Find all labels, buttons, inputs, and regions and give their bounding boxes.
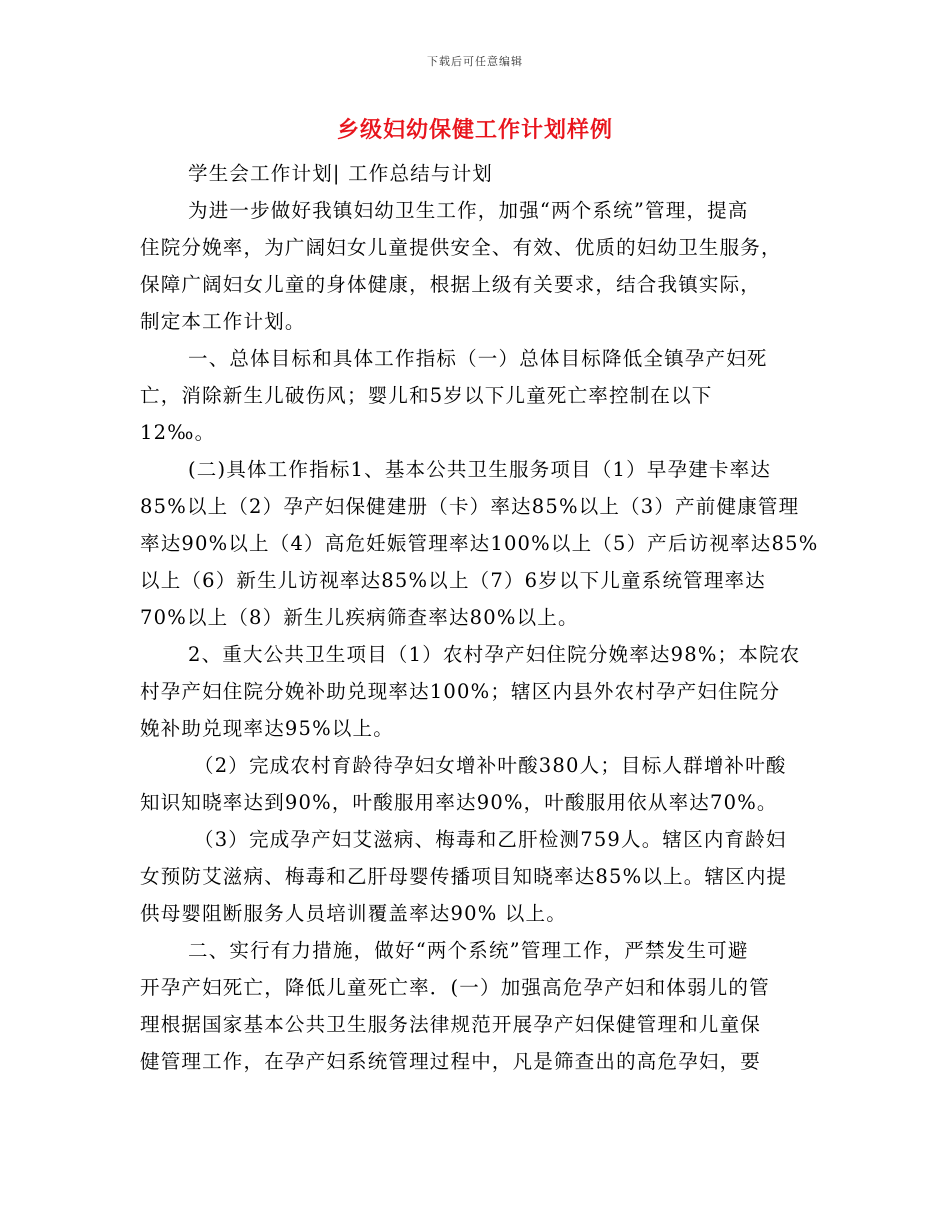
text-line: 制定本工作计划。	[140, 310, 306, 333]
text-line: 85%以上（2）孕产妇保健建册（卡）率达85%以上（3）产前健康管理	[140, 495, 800, 518]
text-line: 村孕产妇住院分娩补助兑现率达100%；辖区内县外农村孕产妇住院分	[140, 680, 781, 703]
text-line: 一、总体目标和具体工作指标（一）总体目标降低全镇孕产妇死	[188, 347, 768, 370]
text-line: 为进一步做好我镇妇幼卫生工作，加强“两个系统”管理，提高	[188, 199, 749, 222]
text-line: （2）完成农村育龄待孕妇女增补叶酸380人；目标人群增补叶酸	[194, 754, 787, 777]
text-line: 率达90%以上（4）高危妊娠管理率达100%以上（5）产后访视率达85%	[140, 532, 819, 555]
text-line: 保障广阔妇女儿童的身体健康，根据上级有关要求，结合我镇实际，	[140, 273, 762, 296]
document-title: 乡级妇幼保健工作计划样例	[336, 117, 613, 143]
header-note: 下载后可任意编辑	[427, 55, 523, 68]
text-line: 12‰。	[140, 421, 216, 444]
text-line: （3）完成孕产妇艾滋病、梅毒和乙肝检测759人。辖区内育龄妇	[194, 828, 787, 851]
text-line: 2、重大公共卫生项目（1）农村孕产妇住院分娩率达98%；本院农	[188, 643, 801, 666]
text-line: 二、实行有力措施，做好“两个系统”管理工作，严禁发生可避	[188, 939, 749, 962]
text-line: 女预防艾滋病、梅毒和乙肝母婴传播项目知晓率达85%以上。辖区内提	[140, 865, 788, 888]
text-line: 学生会工作计划| 工作总结与计划	[188, 162, 493, 185]
text-line: 健管理工作，在孕产妇系统管理过程中，凡是筛查出的高危孕妇，要	[140, 1050, 762, 1073]
text-line: 供母婴阻断服务人员培训覆盖率达90% 以上。	[140, 902, 567, 925]
text-line: 知识知晓率达到90%，叶酸服用率达90%，叶酸服用依从率达70%。	[140, 791, 778, 814]
text-line: 娩补助兑现率达95%以上。	[140, 717, 394, 740]
text-line: 开孕产妇死亡，降低儿童死亡率．(一）加强高危孕产妇和体弱儿的管	[140, 976, 770, 999]
text-line: 理根据国家基本公共卫生服务法律规范开展孕产妇保健管理和儿童保	[140, 1013, 762, 1036]
text-line: 亡，消除新生儿破伤风；婴儿和5岁以下儿童死亡率控制在以下	[140, 384, 713, 407]
document-body	[140, 155, 819, 1080]
text-line: 住院分娩率，为广阔妇女儿童提供安全、有效、优质的妇幼卫生服务，	[140, 236, 782, 259]
text-line: 70%以上（8）新生儿疾病筛查率达80%以上。	[140, 606, 579, 629]
text-line: (二)具体工作指标1、基本公共卫生服务项目（1）早孕建卡率达	[188, 458, 772, 481]
text-line: 以上（6）新生儿访视率达85%以上（7）6岁以下儿童系统管理率达	[140, 569, 766, 592]
